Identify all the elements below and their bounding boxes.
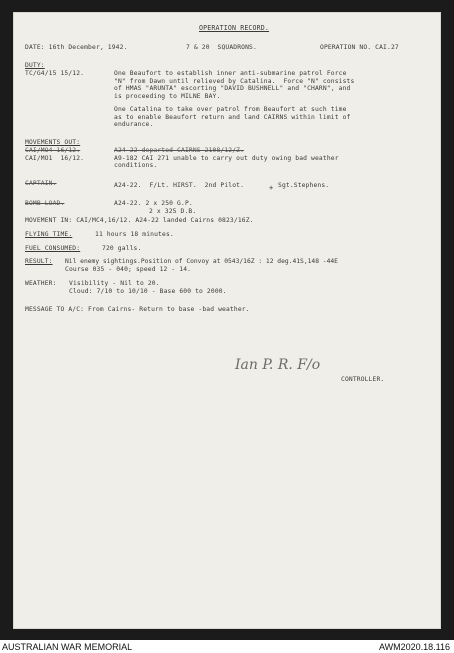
date-line: DATE: 16th December, 1942. [25,44,128,51]
movements-out-label: MOVEMENTS OUT: [25,139,81,146]
weather-line-2: Cloud: 7/10 to 10/10 - Base 600 to 2000. [69,287,227,295]
movements-out-ref-2: CAI/MO1 16/12. [25,154,85,162]
movements-out-ref-1: CAI/MO4 16/12. [25,147,81,154]
duty-text-2-line-2: as to enable Beaufort return and land CAIRNS within limit of [114,113,351,121]
footer-accession-number: AWM2020.18.116 [378,642,450,652]
weather-label: WEATHER: [25,280,57,287]
duty-label: DUTY: [25,62,45,69]
result-line-1: Nil enemy sightings.Position of Convoy at 0543/16Z : 12 deg.41S,148 -44E [65,258,338,265]
controller-label: CONTROLLER. [341,376,385,383]
plus-mark: + [269,184,274,192]
bomb-load-line-1: A24-22. 2 x 250 G.P. [114,200,193,207]
movements-out-text-2b: conditions. [114,162,158,169]
message-line: MESSAGE TO A/C: From Cairns- Return to base -bad weather. [25,306,250,313]
duty-reference: TC/G4/15 15/12. [25,70,85,77]
document-title: OPERATION RECORD. [199,24,270,32]
duty-text-2-line-1: One Catalina to take over patrol from Beaufort at such time [114,106,347,113]
flying-time-value: 11 hours 18 minutes. [95,231,174,238]
duty-text-line-3: of HMAS "ARUNTA" escorting "DAVID BUSHNELL" and "CHARN", and [114,85,351,92]
captain-text-2: Sgt.Stephens. [278,182,330,189]
operation-number: OPERATION NO. CAI.27 [320,44,399,51]
result-line-2: Course 035 - 040; speed 12 - 14. [65,265,192,273]
captain-label: CAPTAIN. [25,180,57,187]
signature: Ian P. R. F/o [235,357,321,373]
captain-text: A24-22. F/Lt. HIRST. 2nd Pilot. [114,182,245,189]
footer-credit: AUSTRALIAN WAR MEMORIAL [2,642,133,652]
movements-out-text-2a: A9-182 CAI 271 unable to carry out duty owing bad weather [114,154,339,162]
result-label: RESULT: [25,258,53,265]
duty-text-line-1: One Beaufort to establish inner anti-submarine patrol Force [114,70,347,77]
fuel-label: FUEL CONSUMED: [25,245,81,252]
weather-line-1: Visibility - Nil to 20. [69,280,160,287]
duty-text-line-2: "N" from Dawn until relieved by Catalina. Force "N" consists [114,77,355,85]
fuel-value: 720 galls. [102,245,142,252]
movement-in-line: MOVEMENT IN: CAI/MC4,16/12. A24-22 landed Cairns 0823/16Z. [25,217,254,224]
movements-out-text-1: A24-22 departed CAIRNS 2108/12/Z. [114,147,245,154]
flying-time-label: FLYING TIME. [25,231,73,238]
squadrons-line: 7 & 20 SQUADRONS. [186,44,257,51]
document-page [13,12,441,629]
duty-text-2-line-3: endurance. [114,121,154,128]
bomb-load-label: BOMB LOAD. [25,200,65,207]
bomb-load-line-2: 2 x 325 D.B. [149,208,197,215]
duty-text-line-4: is proceeding to MILNE BAY. [114,92,221,100]
